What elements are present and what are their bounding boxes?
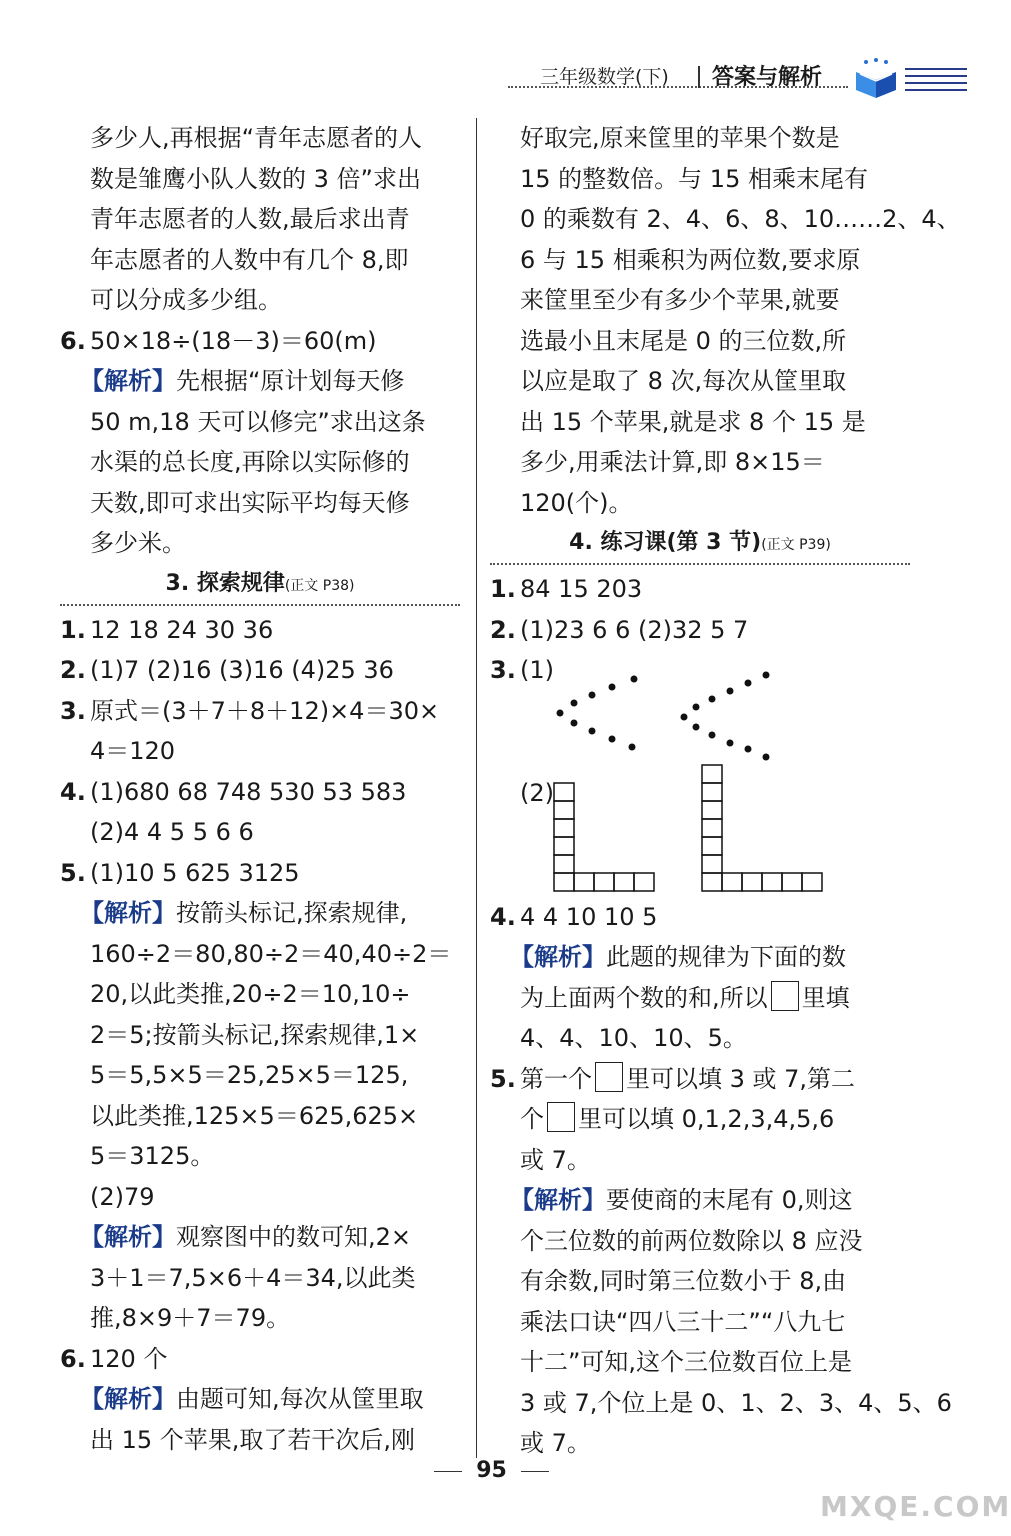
text-line	[490, 897, 910, 938]
text-line	[60, 772, 460, 813]
text-after-box: 里可以填 3 或 7,第二	[626, 1064, 856, 1093]
body-text: (2)79	[90, 1182, 155, 1211]
text-line	[490, 118, 910, 159]
text-line	[490, 1018, 910, 1059]
text-line	[60, 402, 460, 443]
text-line	[60, 159, 460, 200]
body-text: 青年志愿者的人数,最后求出青	[90, 205, 410, 233]
text-line	[490, 402, 910, 443]
footer-dash-left	[434, 1471, 462, 1472]
text-line	[60, 1015, 460, 1056]
body-text: 乘法口诀“四八三十二”“八九七	[520, 1307, 846, 1336]
answer-text: (1)7 (2)16 (3)16 (4)25 36	[90, 656, 394, 684]
question-number: 4.	[490, 902, 516, 931]
question-number: 5.	[60, 858, 86, 887]
section-title: 3. 探索规律	[165, 570, 285, 596]
text-line	[490, 978, 910, 1019]
answer-text: (1)680 68 748 530 53 583	[90, 777, 407, 806]
text-line	[490, 442, 910, 483]
text-line	[60, 1298, 460, 1339]
body-text: 水渠的总长度,再除以实际修的	[90, 448, 410, 476]
text-line	[60, 321, 460, 362]
text-line	[490, 280, 910, 321]
text-line	[490, 159, 910, 200]
body-text: 120(个)。	[520, 488, 633, 517]
page-number: 95	[476, 1458, 507, 1483]
page-header	[500, 60, 970, 100]
analysis-text: 此题的规律为下面的数	[606, 943, 846, 971]
body-text: 2＝5;按箭头标记,探索规律,1×	[90, 1020, 420, 1049]
text-line	[490, 240, 910, 281]
answer-text: 4 4 10 10 5	[520, 902, 658, 931]
body-text: 推,8×9＋7＝79。	[90, 1304, 291, 1332]
section-heading	[490, 523, 910, 565]
body-text: 5＝5,5×5＝25,25×5＝125,	[90, 1061, 409, 1089]
answer-box	[771, 981, 799, 1011]
question-number: 3.	[60, 696, 86, 725]
answer-text: 50×18÷(18－3)＝60(m)	[90, 326, 377, 355]
page-footer	[0, 1458, 983, 1483]
text-line	[60, 1096, 460, 1137]
body-text: 0 的乘数有 2、4、6、8、10……2、4、	[520, 205, 961, 233]
book-icon	[852, 56, 902, 100]
body-text: 有余数,同时第三位数小于 8,由	[520, 1267, 847, 1295]
header-separator	[698, 66, 700, 88]
analysis-tag: 【解析】	[80, 1223, 176, 1251]
text-line	[60, 1420, 460, 1461]
text-line	[490, 569, 910, 610]
text-line	[60, 1339, 460, 1380]
body-text: 来筐里至少有多少个苹果,就要	[520, 286, 840, 314]
question-number: 2.	[60, 656, 86, 684]
text-line	[490, 1302, 910, 1343]
text-line	[490, 610, 910, 651]
footer-dash-right	[521, 1471, 549, 1472]
column-divider	[476, 118, 477, 1458]
text-line	[60, 731, 460, 772]
question-number: 5.	[490, 1064, 516, 1093]
question-3	[490, 650, 910, 897]
analysis-text: 先根据“原计划每天修	[176, 367, 405, 395]
body-text: 好取完,原来筐里的苹果个数是	[520, 124, 840, 152]
right-column-top	[490, 118, 961, 650]
text-line	[490, 1261, 910, 1302]
question-number: 6.	[60, 1344, 86, 1373]
body-text: 或 7。	[520, 1429, 591, 1457]
question-number: 3.	[490, 656, 516, 684]
question-number: 6.	[60, 326, 86, 355]
header-title: 答案与解析	[712, 65, 823, 90]
answer-text: (1)23 6 6 (2)32 5 7	[520, 615, 749, 644]
text-line	[60, 1177, 460, 1218]
question-number: 1.	[490, 575, 516, 603]
body-text: 十二”可知,这个三位数百位上是	[520, 1348, 853, 1376]
text-line	[60, 483, 460, 524]
text-line	[60, 118, 460, 159]
body-text: 50 m,18 天可以修完”求出这条	[90, 407, 426, 436]
analysis-text: 由题可知,每次从筐里取	[176, 1385, 424, 1413]
text-line	[60, 523, 460, 564]
text-line	[60, 240, 460, 281]
body-text: 3 或 7,个位上是 0、1、2、3、4、5、6	[520, 1388, 952, 1417]
body-text: 天数,即可求出实际平均每天修	[90, 488, 410, 517]
text-line	[60, 280, 460, 321]
body-text: 多少人,再根据“青年志愿者的人	[90, 124, 423, 152]
analysis-tag: 【解析】	[80, 367, 176, 395]
body-text: 15 的整数倍。与 15 相乘末尾有	[520, 164, 868, 193]
text-line	[490, 937, 910, 978]
text-line	[60, 1379, 460, 1420]
header-decor-lines	[905, 68, 967, 96]
text-line	[60, 1258, 460, 1299]
text-line	[60, 812, 460, 853]
text-line	[490, 361, 910, 402]
text-line	[60, 1217, 460, 1258]
analysis-tag: 【解析】	[510, 943, 606, 971]
text-line	[490, 1140, 910, 1181]
body-text: 多少米。	[90, 529, 186, 557]
text-line	[490, 1099, 910, 1140]
text-line	[60, 853, 460, 894]
text-before-box: 第一个	[520, 1064, 592, 1093]
question-number: 1.	[60, 615, 86, 644]
body-text: 数是雏鹰小队人数的 3 倍”求出	[90, 164, 421, 193]
header-subject: 三年级数学(下)	[540, 66, 669, 88]
analysis-tag: 【解析】	[80, 1385, 176, 1413]
text-line	[60, 1136, 460, 1177]
analysis-text: 按箭头标记,探索规律,	[176, 899, 408, 927]
body-text: 4＝120	[90, 737, 176, 765]
body-text: 出 15 个苹果,就是求 8 个 15 是	[520, 407, 866, 436]
text-after-box: 里填	[801, 983, 850, 1012]
text-line	[490, 1342, 910, 1383]
body-text: 6 与 15 相乘积为两位数,要求原	[520, 245, 861, 274]
body-text: 个三位数的前两位数除以 8 应没	[520, 1226, 863, 1255]
text-line	[60, 361, 460, 402]
answer-text: (1)10 5 625 3125	[90, 858, 300, 887]
analysis-text: 要使商的末尾有 0,则这	[606, 1186, 853, 1214]
left-column	[60, 118, 460, 1460]
text-line	[490, 199, 961, 240]
text-line	[60, 691, 460, 732]
section-title: 4. 练习课(第 3 节)	[569, 530, 762, 555]
analysis-tag: 【解析】	[510, 1186, 606, 1214]
body-text: 3＋1＝7,5×6＋4＝34,以此类	[90, 1263, 416, 1292]
right-column-bottom	[490, 897, 952, 1464]
text-before-box: 为上面两个数的和,所以	[520, 983, 768, 1012]
answer-text: 120 个	[90, 1344, 168, 1373]
analysis-text: 观察图中的数可知,2×	[176, 1223, 412, 1251]
text-line	[60, 650, 460, 691]
body-text: 出 15 个苹果,取了若干次后,刚	[90, 1425, 416, 1454]
body-text: 选最小且末尾是 0 的三位数,所	[520, 326, 847, 355]
body-text: 20,以此类推,20÷2＝10,10÷	[90, 980, 411, 1008]
dot-pattern-figure	[490, 691, 910, 779]
body-text: 多少,用乘法计算,即 8×15＝	[520, 448, 825, 476]
text-line	[60, 610, 460, 651]
text-before-box: 个	[520, 1105, 544, 1133]
answer-text: 84 15 203	[520, 575, 643, 603]
text-line	[490, 1221, 910, 1262]
question-number: 2.	[490, 615, 516, 644]
square-l-figure	[490, 779, 910, 897]
text-line	[490, 1180, 910, 1221]
body-text: 年志愿者的人数中有几个 8,即	[90, 245, 409, 274]
answer-box	[595, 1062, 623, 1092]
body-text: 4、4、10、10、5。	[520, 1024, 747, 1052]
text-line	[60, 974, 460, 1015]
figure-label-1: (1)	[520, 656, 554, 684]
text-line	[60, 199, 460, 240]
question-number: 4.	[60, 777, 86, 806]
body-text: 以此类推,125×5＝625,625×	[90, 1101, 419, 1130]
text-line	[490, 1383, 952, 1424]
text-line	[490, 1059, 910, 1100]
body-text: 可以分成多少组。	[90, 286, 282, 314]
analysis-tag: 【解析】	[80, 899, 176, 927]
text-line	[60, 1055, 460, 1096]
text-after-box: 里可以填 0,1,2,3,4,5,6	[578, 1105, 835, 1133]
body-text: 或 7。	[520, 1145, 591, 1174]
right-column	[490, 118, 961, 1464]
text-line	[60, 934, 460, 975]
answer-text: 12 18 24 30 36	[90, 615, 274, 644]
answer-text: 原式＝(3＋7＋8＋12)×4＝30×	[90, 696, 440, 725]
text-line	[490, 483, 910, 524]
answer-box	[547, 1102, 575, 1132]
text-line	[60, 442, 460, 483]
watermark: MXQE.COM	[820, 1490, 1011, 1523]
figure-label-2: (2)	[520, 778, 554, 807]
section-heading	[60, 564, 460, 606]
text-line	[490, 321, 910, 362]
section-page-ref: (正文 P39)	[761, 537, 831, 553]
body-text: (2)4 4 5 5 6 6	[90, 818, 254, 846]
text-line	[60, 893, 460, 934]
body-text: 以应是取了 8 次,每次从筐里取	[520, 367, 847, 395]
section-page-ref: (正文 P38)	[284, 577, 355, 594]
body-text: 160÷2＝80,80÷2＝40,40÷2＝	[90, 939, 452, 968]
body-text: 5＝3125。	[90, 1142, 215, 1170]
